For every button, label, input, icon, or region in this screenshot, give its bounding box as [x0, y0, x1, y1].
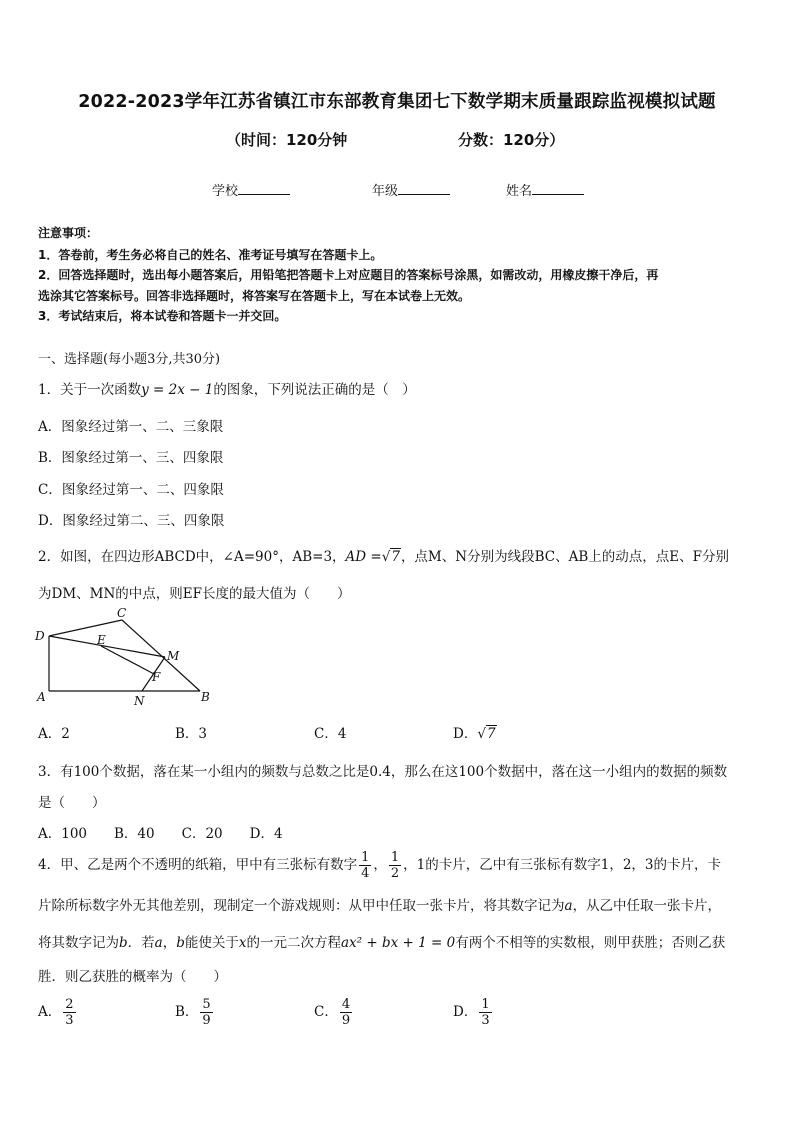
q4-text: ， [162, 935, 177, 951]
grade-blank [398, 182, 450, 195]
q1-option-b: B．图象经过第一、三、四象限 [38, 450, 224, 466]
option-fraction [479, 997, 491, 1028]
q1-option-a: A．图象经过第一、二、三象限 [38, 419, 224, 435]
option-label: C． [314, 1004, 338, 1020]
option-fraction [63, 997, 75, 1028]
q4-option-d [453, 992, 494, 1032]
q2-option-a: A．2 [38, 726, 70, 742]
numerator: 1 [361, 850, 370, 865]
q1-option-d: D．图象经过第二、三、四象限 [38, 513, 225, 529]
q2-sqrt: √7 [381, 549, 400, 565]
numerator: 5 [202, 997, 211, 1012]
q2-figure [30, 604, 220, 709]
q1-stem-text-end: 的图象，下列说法正确的是（ ） [213, 382, 416, 398]
side-dc [49, 620, 122, 636]
numerator: 4 [341, 997, 351, 1012]
q1-option-c: C．图象经过第一、二、四象限 [38, 482, 224, 498]
q3-options: A．100 B．40 C．20 D．4 [38, 826, 283, 842]
label-e: E [97, 633, 106, 647]
school-field [212, 180, 290, 199]
exam-title: 2022-2023学年江苏省镇江市东部教育集团七下数学期末质量跟踪监视模拟试题 [78, 92, 716, 112]
denominator: 3 [481, 1013, 490, 1028]
q4-text: 的一元二次方程 [246, 935, 341, 951]
option-fraction [340, 997, 352, 1028]
grade-field [372, 180, 450, 199]
side-cb [122, 620, 200, 691]
label-n: N [134, 694, 145, 708]
option-fraction [200, 997, 212, 1028]
var-x: x [238, 935, 247, 951]
q2-option-b: B．3 [175, 726, 208, 742]
q4-option-c [314, 992, 354, 1032]
q2-option-d-radicand: 7 [486, 726, 496, 742]
denominator: 9 [341, 1013, 351, 1028]
option-label: B． [175, 1004, 199, 1020]
label-m: M [167, 649, 180, 663]
q2-stem-text-end: ，点M、N分别为线段BC、AB上的动点，点E、F分别 [400, 549, 729, 565]
score-label: 分数：120分） [458, 131, 565, 149]
label-f: F [152, 670, 161, 684]
q4-text: 4．甲、乙是两个不透明的纸箱，甲中有三张标有数字 [38, 857, 358, 873]
note-item: 1．答卷前，考生务必将自己的姓名、准考证号填写在答题卡上。 [38, 248, 383, 262]
question-2-line2: 为DM、MN的中点，则EF长度的最大值为（ ） [38, 586, 351, 602]
question-1-stem [38, 378, 416, 398]
school-blank [238, 182, 290, 195]
time-label: （时间：120分钟 [226, 131, 348, 149]
q4-fraction-half [389, 850, 401, 881]
question-4-line2 [38, 894, 721, 914]
note-item: 2．回答选择题时，选出每小题答案后，用铅笔把答题卡上对应题目的答案标号涂黑，如需改动，用橡皮擦干净后，再 [38, 268, 659, 282]
denominator: 9 [202, 1013, 211, 1028]
school-label: 学校 [212, 184, 239, 199]
question-4-line4: 胜．则乙获胜的概率为（ ） [38, 969, 227, 985]
segment-dm [49, 636, 165, 657]
label-d: D [35, 629, 45, 643]
var-b: b [176, 935, 185, 951]
q4-text: 有两个不相等的实数根，则甲获胜；否则乙获 [455, 935, 726, 951]
numerator: 2 [65, 997, 74, 1012]
q2-option-d-label: D． [453, 726, 478, 742]
denominator: 3 [65, 1013, 74, 1028]
var-a: a [564, 898, 573, 914]
q1-stem-text: 1．关于一次函数 [38, 382, 142, 398]
q4-option-a [38, 992, 78, 1032]
q2-option-d [453, 722, 497, 742]
var-a: a [154, 935, 163, 951]
option-label: D． [453, 1004, 478, 1020]
question-2-stem [38, 545, 729, 565]
note-item: 选涂其它答案标号。回答非选择题时，将答案写在答题卡上，写在本试卷上无效。 [38, 289, 471, 303]
q4-text: ．若 [127, 935, 155, 951]
section-heading: 一、选择题(每小题3分,共30分) [38, 352, 221, 367]
question-3-line1: 3．有100个数据，落在某一小组内的频数与总数之比是0.4，那么在这100个数据中，落在这一小组内的数据的频数 [38, 764, 728, 780]
name-field [506, 180, 584, 199]
name-blank [532, 182, 584, 195]
name-label: 姓名 [506, 184, 533, 199]
q4-text: 能使关于 [184, 935, 239, 951]
q2-option-c: C．4 [314, 726, 347, 742]
denominator: 2 [390, 866, 400, 881]
note-item: 3．考试结束后，将本试卷和答题卡一并交回。 [38, 309, 287, 323]
q2-option-d-sqrt: √7 [477, 726, 496, 742]
question-3-line2: 是（ ） [38, 795, 106, 811]
q2-formula-lhs: AD = [345, 549, 382, 565]
q4-text: 片除所标数字外无其他差别，现制定一个游戏规则：从甲中任取一张卡片，将其数字记为 [38, 898, 565, 914]
label-c: C [117, 606, 127, 620]
label-a: A [37, 690, 46, 704]
var-b: b [119, 935, 128, 951]
question-4-line1: 4．甲、乙是两个不透明的纸箱，甲中有三张标有数字 $\frac{1}{4}$ ， $\frac{1}{2}$ ，1的卡片，乙中有三张标有数字1，2，3的卡片，卡 [38, 850, 722, 881]
q4-option-b [175, 992, 215, 1032]
q4-text: 将其数字记为 [38, 935, 119, 951]
q4-fraction-quarter [359, 850, 371, 881]
notes-heading: 注意事项： [38, 226, 99, 240]
question-4-line3 [38, 931, 725, 951]
label-b: B [201, 690, 210, 704]
q2-radicand: 7 [391, 549, 400, 565]
q4-text: ，1的卡片，乙中有三张标有数字1，2，3的卡片，卡 [403, 857, 722, 873]
q4-equation: ax² + bx + 1 = 0 [341, 935, 456, 951]
q4-text: ，从乙中任取一张卡片， [572, 898, 722, 914]
q1-formula: y = 2x − 1 [141, 382, 214, 398]
denominator: 4 [361, 866, 370, 881]
q2-stem-text: 2．如图，在四边形ABCD中，∠A=90°，AB=3， [38, 549, 346, 565]
grade-label: 年级 [372, 184, 399, 199]
numerator: 1 [481, 997, 490, 1012]
option-label: A． [38, 1004, 62, 1020]
numerator: 1 [390, 850, 400, 865]
